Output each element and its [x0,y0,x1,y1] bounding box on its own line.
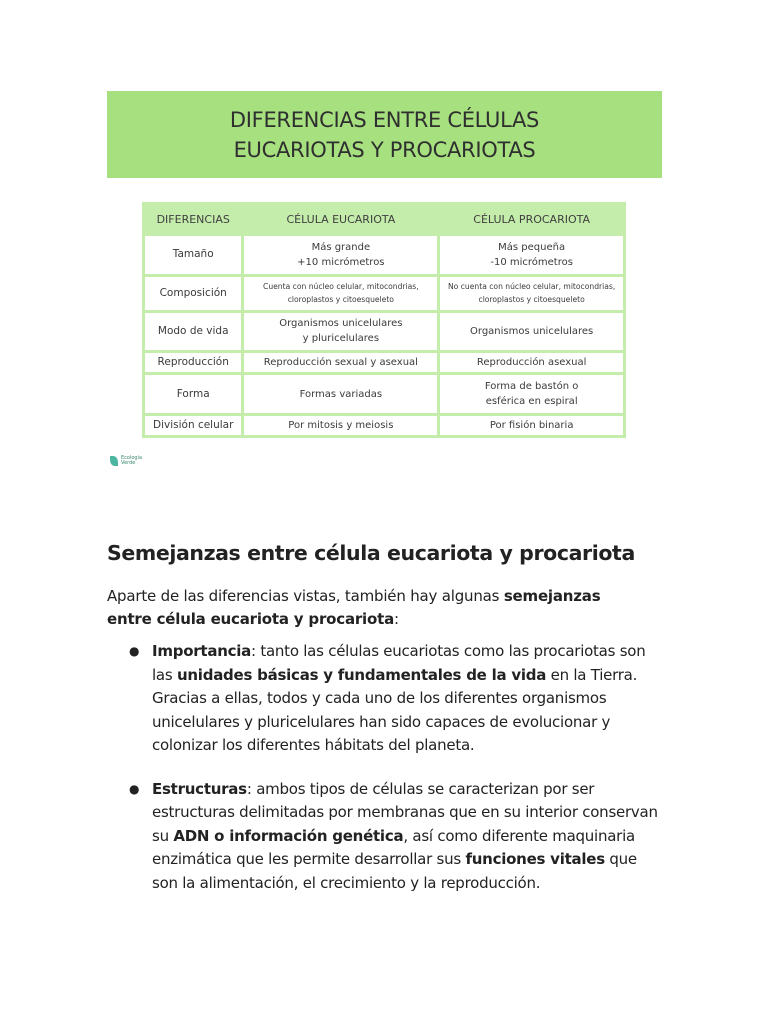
similarities-list [107,640,667,895]
differences-table-frame [142,202,626,438]
bullet-dot-icon: ● [129,781,140,796]
logo-line: Ecologia [121,455,143,461]
prokaryote-cell [440,277,623,310]
table-row [145,416,623,435]
cell-line: No cuenta con núcleo celular, mitocondrias, [448,282,616,292]
cell-line: Reproducción sexual y asexual [263,357,418,369]
eukaryote-cell [244,416,437,435]
intro-bold: semejanzas entre célula eucariota y procariota [107,587,601,628]
table-row [145,277,623,310]
row-label: División celular [145,416,241,435]
intro-colon: : [394,610,399,628]
table-header-prokaryote: CÉLULA PROCARIOTA [473,212,591,226]
logo-text [121,456,142,466]
cell-line: Más pequeña [498,241,566,253]
row-label: Composición [145,277,241,310]
leaf-icon [110,456,118,466]
bullet-dot-icon: ● [129,644,140,658]
item-text: , así como diferente maquinaria enzimática que les permite desarrollar sus [152,826,635,868]
cell-line: Por fisión binaria [489,420,574,432]
eukaryote-cell [244,277,437,310]
eukaryote-cell [244,313,437,351]
eukaryote-cell [244,236,437,274]
item-text: : tanto las células eucariotas como las procariotas son las [152,642,646,684]
intro-text: Aparte de las diferencias vistas, también hay algunas [107,587,504,605]
item-text: : ambos tipos de células se caracterizan por ser estructuras delimitadas por membranas que en su interior conservan su [152,779,658,845]
table-row [145,313,623,351]
logo-line: Verde [121,460,136,466]
cell-line: Por mitosis y meiosis [288,420,394,432]
cell-line: cloroplastos y citoesqueleto [478,295,585,305]
title-banner [107,91,662,178]
list-item [107,640,667,758]
cell-line: esférica en espiral [485,396,578,408]
cell-line: y pluricelulares [302,333,380,345]
table-row [145,236,623,274]
prokaryote-cell [440,375,623,413]
banner-title-line-1: DIFERENCIAS ENTRE CÉLULAS [229,107,540,132]
table-header-differences: DIFERENCIAS [156,212,230,226]
prokaryote-cell [440,236,623,274]
item-term: Importancia [152,642,252,660]
table-row [145,375,623,413]
cell-line: Reproducción asexual [476,357,587,369]
prokaryote-cell [440,313,623,351]
differences-table [142,202,626,438]
eukaryote-cell [244,353,437,372]
cell-line: -10 micrómetros [490,256,573,268]
row-label: Modo de vida [145,313,241,351]
cell-line: Cuenta con núcleo celular, mitocondrias, [263,282,419,292]
row-label: Reproducción [145,353,241,372]
prokaryote-cell [440,353,623,372]
list-item [107,778,667,896]
prokaryote-cell [440,416,623,435]
table-header-row [145,205,623,233]
section-heading: Semejanzas entre célula eucariota y procariota [107,541,635,565]
intro-paragraph [107,585,627,631]
banner-title-line-2: EUCARIOTAS Y PROCARIOTAS [233,137,536,162]
item-bold: funciones vitales [465,850,605,868]
cell-line: Más grande [311,241,371,253]
ecologia-verde-logo [110,456,142,466]
cell-line: Organismos unicelulares [470,325,594,337]
table-row [145,353,623,372]
item-text: que son la alimentación, el crecimiento y la reproducción. [152,850,637,892]
item-text: en la Tierra. Gracias a ellas, todos y cada uno de los diferentes organismos unicelulares y pluricelulares han sido capaces de evolucionar y colonizar los diferentes hábitats del planeta. [152,665,638,754]
item-bold: ADN o información genética [173,826,404,845]
row-label: Tamaño [145,236,241,274]
cell-line: +10 micrómetros [297,256,385,268]
row-label: Forma [145,375,241,413]
table-header-eukaryote: CÉLULA EUCARIOTA [286,212,396,226]
item-term: Estructuras [152,779,247,798]
cell-line: Formas variadas [299,388,383,400]
cell-line: Organismos unicelulares [279,318,403,330]
cell-line: Forma de bastón o [484,381,579,393]
item-bold: unidades básicas y fundamentales de la vida [176,665,547,684]
eukaryote-cell [244,375,437,413]
cell-line: cloroplastos y citoesqueleto [287,295,394,305]
